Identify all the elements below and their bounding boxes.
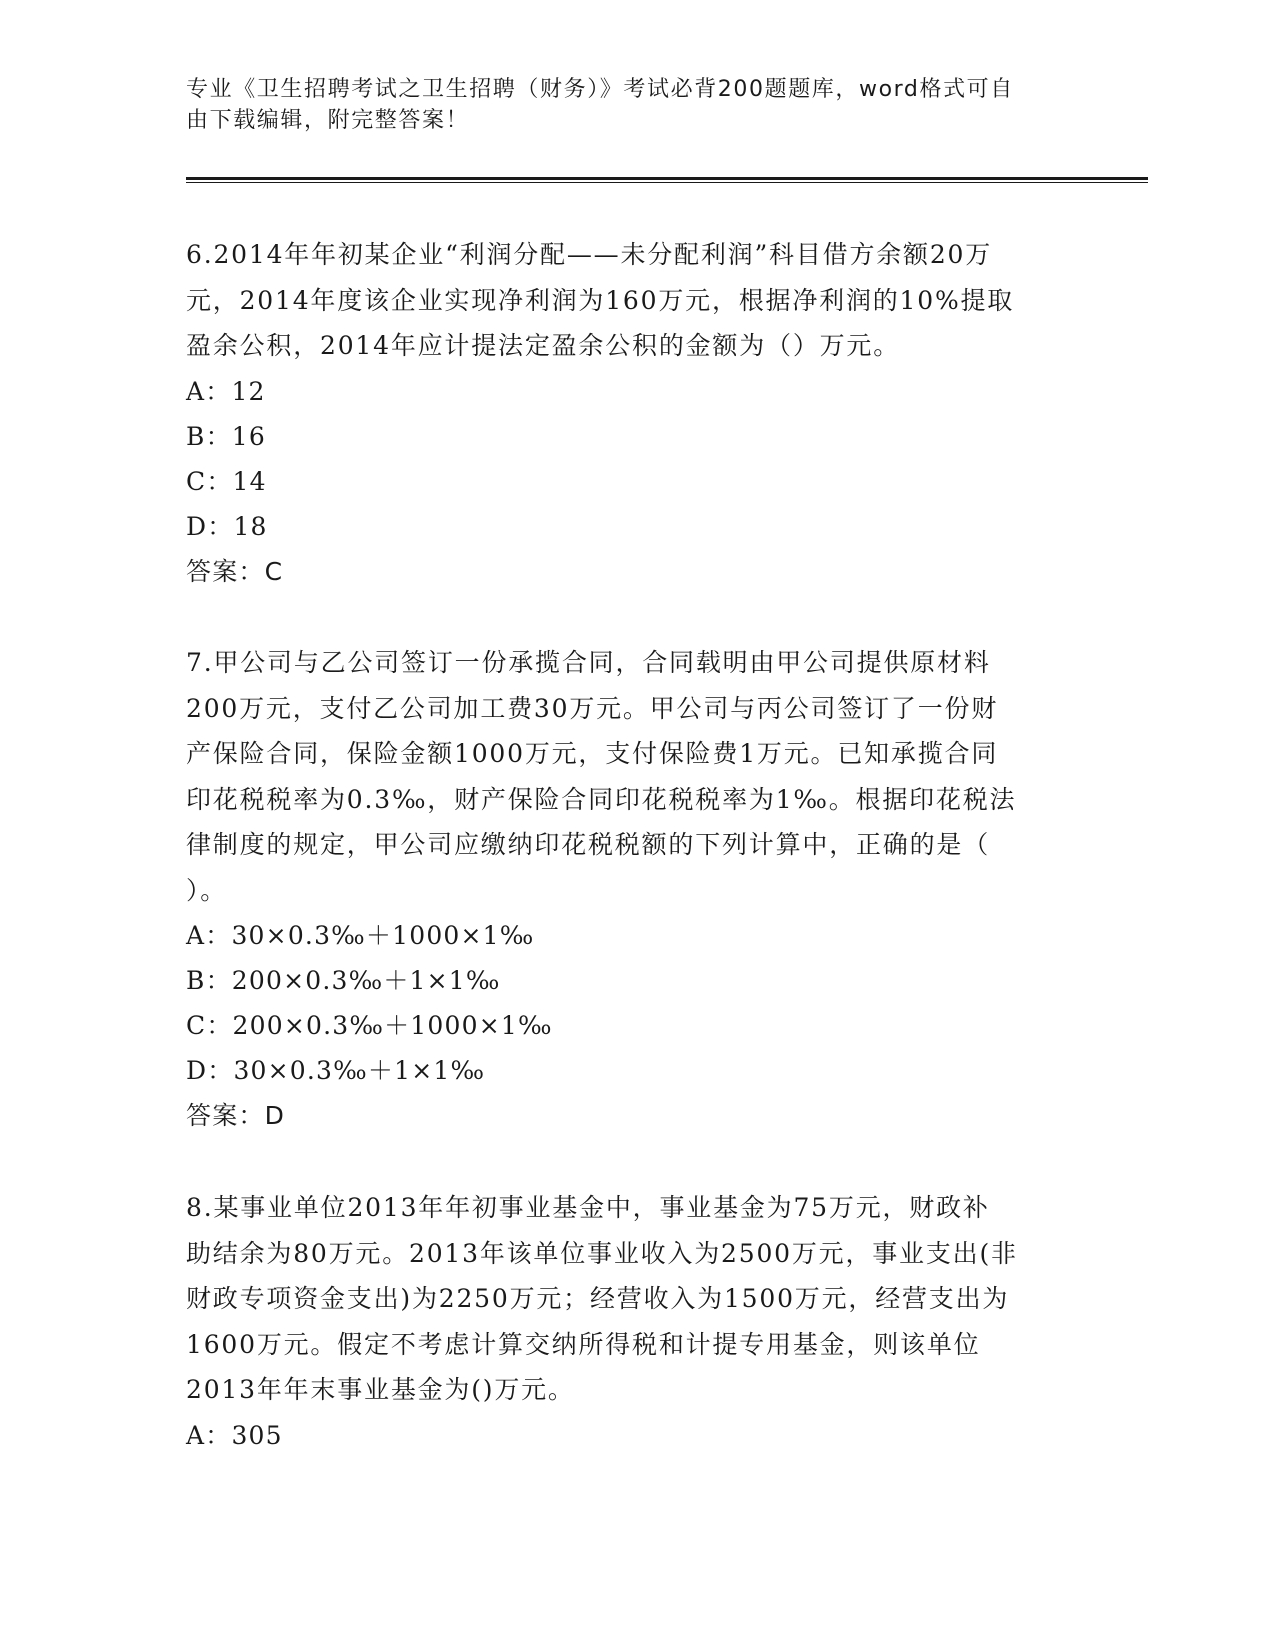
option-a: A：305: [186, 1420, 283, 1450]
header-divider-thin: [186, 182, 1148, 183]
header-divider-thick: [186, 177, 1148, 180]
question-stem-line: 盈余公积，2014年应计提法定盈余公积的金额为（）万元。: [186, 331, 901, 360]
question-stem-line: 印花税税率为0.3‰，财产保险合同印花税税率为1‰。根据印花税法: [186, 784, 1017, 814]
question-stem-line: 产保险合同，保险金额1000万元，支付保险费1万元。已知承揽合同: [186, 739, 999, 768]
answer-line: 答案：D: [186, 1101, 286, 1130]
option-d: D：30×0.3‰＋1×1‰: [186, 1056, 486, 1085]
question-stem-line: 7.甲公司与乙公司签订一份承揽合同，合同载明由甲公司提供原材料: [186, 648, 991, 677]
question-stem-line: 律制度的规定，甲公司应缴纳印花税税额的下列计算中，正确的是（: [186, 830, 991, 859]
option-a: A：12: [186, 376, 266, 406]
question-stem-line: ）。: [186, 875, 228, 905]
question-6: [186, 232, 1086, 594]
question-stem-line: 财政专项资金支出)为2250万元；经营收入为1500万元，经营支出为: [186, 1284, 1010, 1313]
question-stem-line: 8.某事业单位2013年年初事业基金中，事业基金为75万元，财政补: [186, 1193, 990, 1222]
question-stem-line: 1600万元。假定不考虑计算交纳所得税和计提专用基金，则该单位: [186, 1329, 981, 1359]
option-c: C：14: [186, 466, 267, 496]
option-d: D：18: [186, 511, 268, 541]
document-header: [186, 74, 1066, 136]
question-stem-line: 元，2014年度该企业实现净利润为160万元，根据净利润的10%提取: [186, 285, 1015, 315]
option-c: C：200×0.3‰＋1000×1‰: [186, 1011, 553, 1040]
answer-line: 答案：C: [186, 556, 284, 586]
question-8: [186, 1185, 1086, 1458]
header-line-2: 由下载编辑，附完整答案！: [186, 108, 470, 133]
option-a: A：30×0.3‰＋1000×1‰: [186, 921, 535, 950]
option-b: B：200×0.3‰＋1×1‰: [186, 966, 501, 995]
question-stem-line: 助结余为80万元。2013年该单位事业收入为2500万元，事业支出(非: [186, 1238, 1018, 1268]
question-stem-line: 2013年年末事业基金为()万元。: [186, 1375, 575, 1404]
header-line-1: 专业《卫生招聘考试之卫生招聘（财务）》考试必背200题题库，word格式可自: [186, 77, 1014, 102]
question-stem-line: 6.2014年年初某企业“利润分配——未分配利润”科目借方余额20万: [186, 240, 993, 269]
question-stem-line: 200万元，支付乙公司加工费30万元。甲公司与丙公司签订了一份财: [186, 693, 999, 723]
question-7: [186, 640, 1086, 1138]
option-b: B：16: [186, 421, 266, 451]
